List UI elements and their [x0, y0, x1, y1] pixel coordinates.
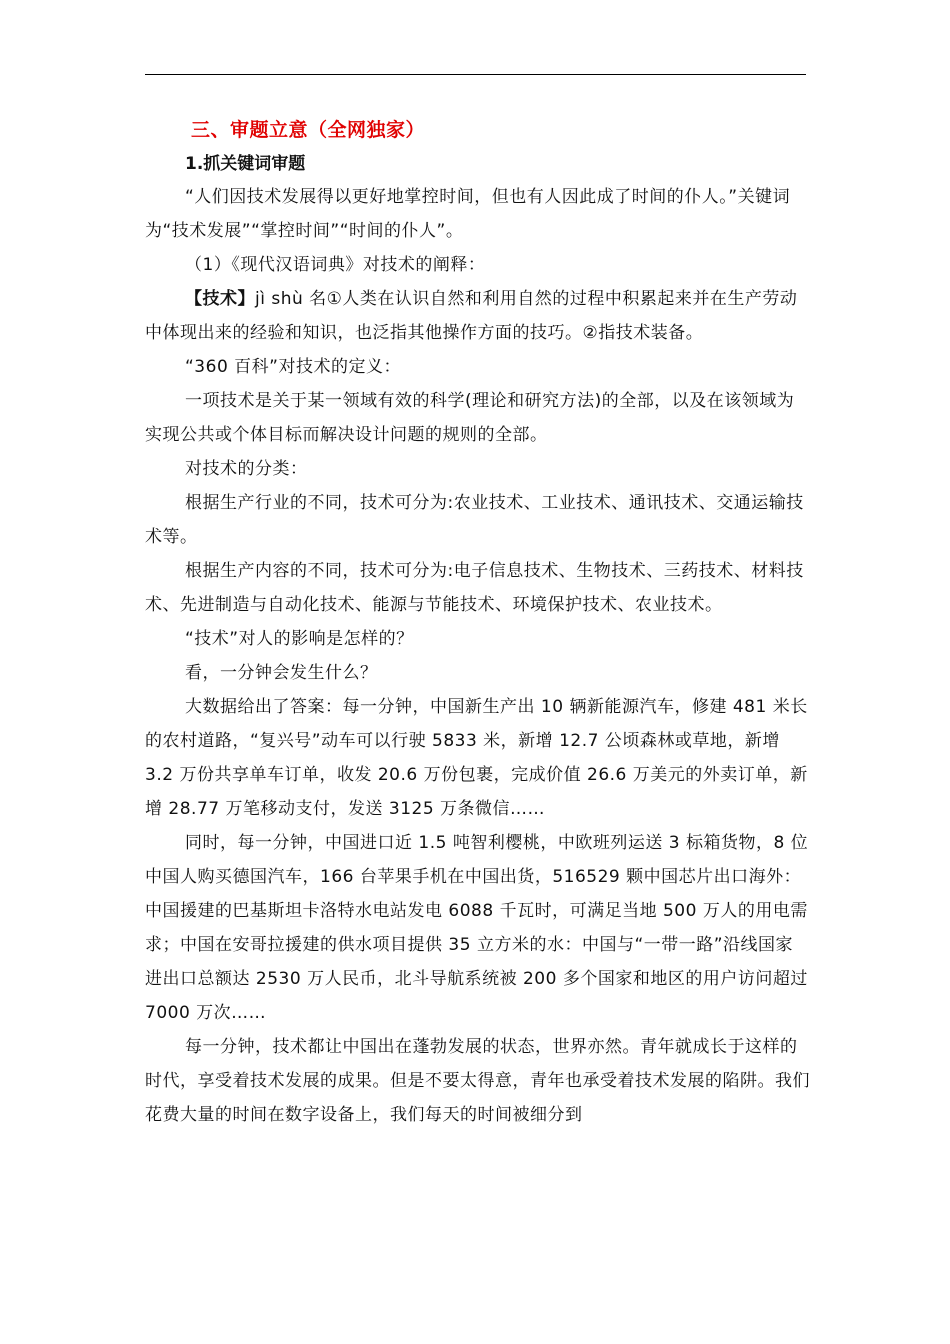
paragraph-meanwhile: 同时，每一分钟，中国进口近 1.5 吨智利樱桃，中欧班列运送 3 标箱货物，8 位中国人购买德国汽车，166 台苹果手机在中国出货，516529 颗中国芯片出口海外：中国援建的巴基斯坦卡洛特水电站发电 6088 千瓦时，可满足当地 500 万人的用电需求；中国在安哥拉援建的供水项目提供 35 立方米的水：中国与“一带一路”沿线国家进出口总额达 2530 万人民币，北斗导航系统被 200 多个国家和地区的用户访问超过 7000 万次…… — [145, 833, 809, 1023]
section-heading: 三、审题立意（全网独家） — [191, 119, 426, 141]
paragraph-one-minute: 看，一分钟会发生什么？ — [185, 663, 378, 683]
definition-text: jì shù 名①人类在认识自然和利用自然的过程中积累起来并在生产劳动中体现出来的经验和知识，也泛指其他操作方面的技巧。②指技术装备。 — [145, 289, 798, 343]
paragraph-classification-industry: 根据生产行业的不同，技术可分为:农业技术、工业技术、通讯技术、交通运输技术等。 — [145, 493, 804, 547]
definition-term: 【技术】 — [185, 289, 255, 309]
paragraph-every-minute: 每一分钟，技术都让中国出在蓬勃发展的状态，世界亦然。青年就成长于这样的时代，享受着技术发展的成果。但是不要太得意，青年也承受着技术发展的陷阱。我们花费大量的时间在数字设备上，我们每天的时间被细分到 — [145, 1037, 810, 1125]
header-rule — [145, 74, 806, 75]
paragraph-classification-intro: 对技术的分类： — [185, 459, 308, 479]
sub-heading: 1.抓关键词审题 — [185, 154, 306, 174]
paragraph-dictionary-intro: （1）《现代汉语词典》对技术的阐释： — [185, 255, 486, 275]
paragraph-classification-content: 根据生产内容的不同，技术可分为:电子信息技术、生物技术、三药技术、材料技术、先进制造与自动化技术、能源与节能技术、环境保护技术、农业技术。 — [145, 561, 804, 615]
paragraph-baike-intro: “360 百科”对技术的定义： — [185, 357, 401, 377]
paragraph-baike-definition: 一项技术是关于某一领域有效的科学(理论和研究方法)的全部，以及在该领域为实现公共或个体目标而解决设计问题的规则的全部。 — [145, 391, 795, 445]
paragraph-dictionary-definition — [145, 282, 810, 350]
paragraph-big-data: 大数据给出了答案：每一分钟，中国新生产出 10 辆新能源汽车，修建 481 米长的农村道路，“复兴号”动车可以行驶 5833 米，新增 12.7 公顷森林或草地，新增 3.2 万份共享单车订单，收发 20.6 万份包裹，完成价值 26.6 万美元的外卖订单，新增 28.77 万笔移动支付，发送 3125 万条微信…… — [145, 697, 808, 819]
paragraph-keywords: “人们因技术发展得以更好地掌控时间，但也有人因此成了时间的仆人。”关键词为“技术发展”“掌控时间”“时间的仆人”。 — [145, 187, 791, 241]
paragraph-question: “技术”对人的影响是怎样的？ — [185, 629, 414, 649]
document-body — [145, 112, 810, 1132]
